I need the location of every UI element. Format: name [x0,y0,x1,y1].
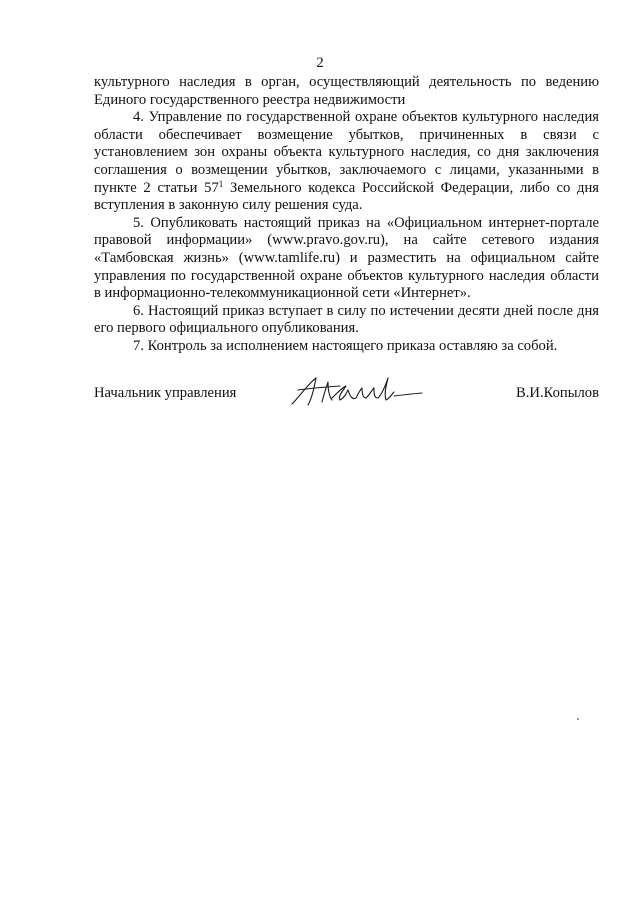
scan-speck [577,718,579,720]
signature-block [94,374,599,414]
page-number: 2 [316,55,324,71]
paragraph-6: 6. Настоящий приказ вступает в силу по истечении десяти дней после дня его первого официального опубликования. [94,302,599,337]
paragraph-4: 4. Управление по государственной охране объектов культурного наследия области обеспечивает возмещение убытков, причиненных в связи с установлением зон охраны объекта культурного наследия, со дня заключения соглашения о возмещении убытков, заключаемого с лицами, указанными в пункте 2 статьи $57^1$ Земельного кодекса Российской Федерации, либо со дня вступления в законную силу решения суда. [94,109,599,214]
document-body [94,74,599,356]
signatory-title: Начальник управления [94,385,237,401]
handwritten-signature [286,374,428,410]
signatory-name: В.И.Копылов [516,385,599,401]
article-superscript: 1 [218,178,224,189]
paragraph-5: 5. Опубликовать настоящий приказ на «Официальном интернет-портале правовой информации» (www.pravo.gov.ru), на сайте сетевого издания «Тамбовская жизнь» (www.tamlife.ru) и разместить на официальном сайте управления по государственной охране объектов культурного наследия области в информационно-телекоммуникационной сети «Интернет». [94,214,599,302]
paragraph-7: 7. Контроль за исполнением настоящего приказа оставляю за собой. [133,337,558,354]
paragraph-continuation: культурного наследия в орган, осуществляющий деятельность по ведению Единого государственного реестра недвижимости [94,74,599,108]
